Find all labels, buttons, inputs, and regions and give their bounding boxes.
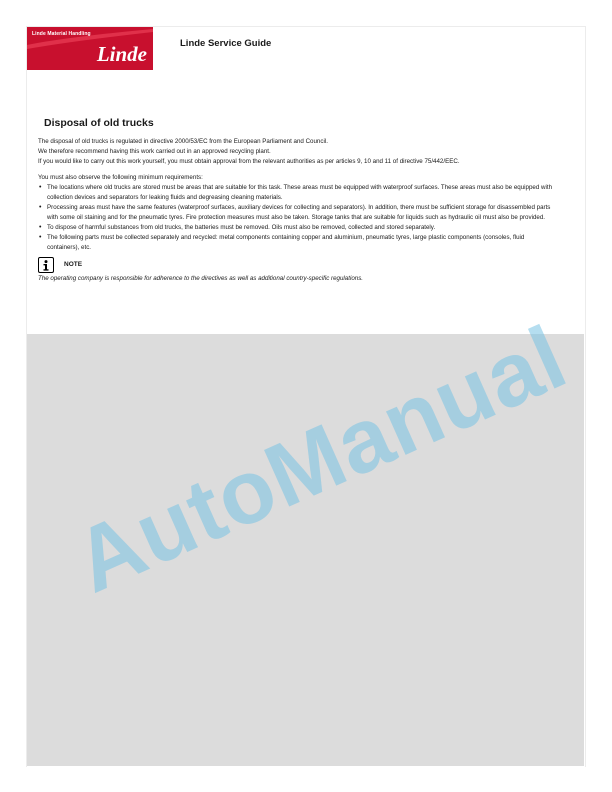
intro-line: If you would like to carry out this work yourself, you must obtain approval from the relevant authorities as per articles 9, 10 and 11 of directive 75/442/EEC. [38, 158, 460, 165]
blank-grey-area [27, 334, 584, 766]
logo-subtext: Linde Material Handling [32, 31, 91, 37]
requirements-lead: You must also observe the following minimum requirements: [38, 174, 203, 181]
content-body [38, 137, 558, 284]
list-item: • Processing areas must have the same features (waterproof surfaces, auxiliary devices for collecting and separators). In addition, there must be sufficient storage for disassembled parts with some oil staining and for the pneumatic tyres. Fire protection measures must also be taken. Storage tanks that are suitable for liquids such as hydraulic oil must also be provided. [38, 203, 558, 223]
watermark: AutoManual [60, 307, 581, 613]
note-text: The operating company is responsible for adherence to the directives as well as additional country-specific regulations. [38, 275, 364, 282]
info-icon [38, 257, 54, 273]
guide-title: Linde Service Guide [180, 38, 272, 49]
requirements-list [38, 183, 558, 253]
linde-logo [27, 27, 153, 70]
intro-line: We therefore recommend having this work carried out in an approved recycling plant. [38, 148, 271, 155]
note-label: NOTE [64, 261, 83, 268]
list-item: • To dispose of harmful substances from old trucks, the batteries must be removed. Oils must also be removed, collected and stored separately. [38, 223, 558, 233]
intro-line: The disposal of old trucks is regulated in directive 2000/53/EC from the European Parliament and Council. [38, 138, 328, 145]
note-header [38, 256, 558, 274]
list-item: • The locations where old trucks are stored must be areas that are suitable for this task. These areas must be equipped with waterproof surfaces. These areas must also be equipped with collection devices and separators for leaking fluids and degreasing cleaning materials. [38, 183, 558, 203]
section-title: Disposal of old trucks [44, 117, 154, 129]
logo-wordmark: Linde [96, 42, 147, 66]
list-item: • The following parts must be collected separately and recycled: metal components containing copper and aluminium, pneumatic tyres, large plastic components (consoles, fluid containers), etc. [38, 233, 558, 253]
